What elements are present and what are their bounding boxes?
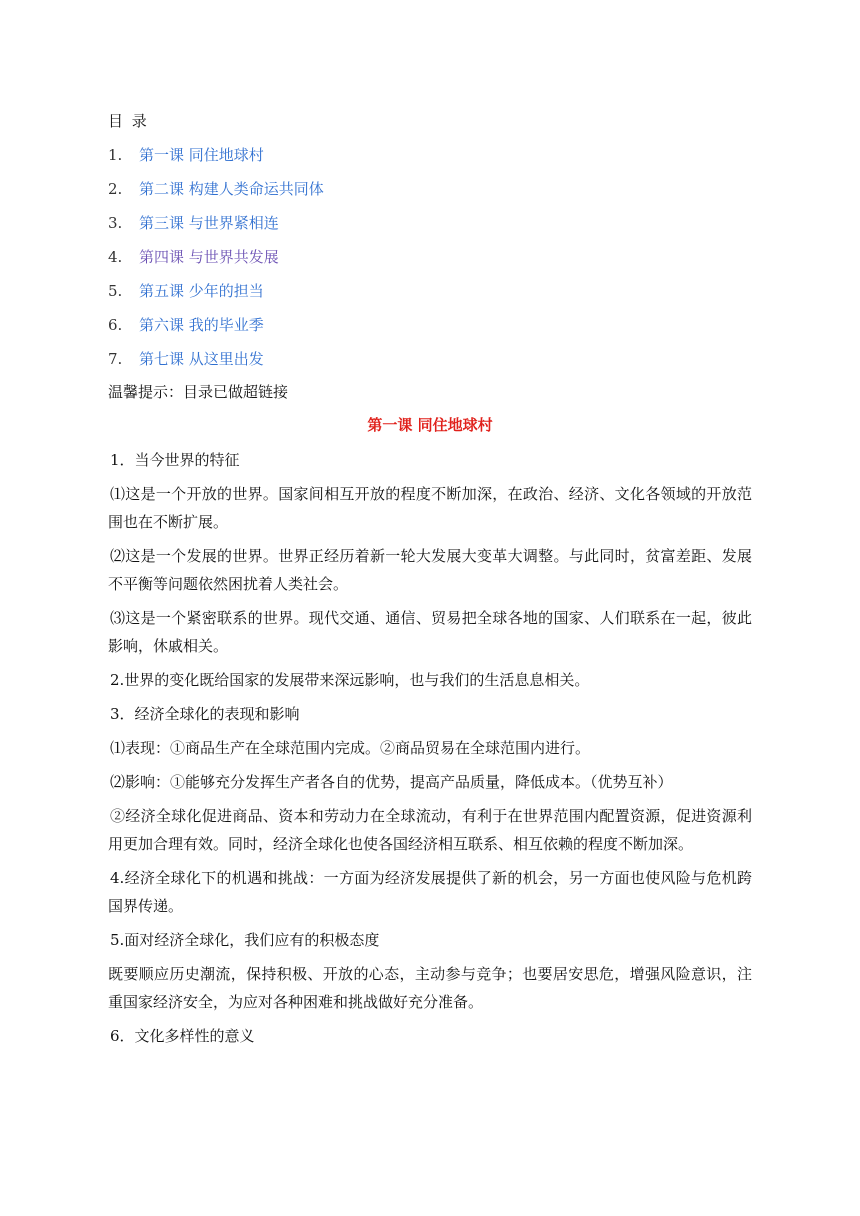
section-heading: 6．文化多样性的意义 (110, 1027, 255, 1045)
section-heading: 1．当今世界的特征 (110, 451, 240, 469)
toc-item-1 (108, 144, 324, 178)
toc-item-3 (108, 212, 324, 246)
toc-link-lesson-3[interactable]: 第三课 与世界紧相连 (139, 214, 279, 232)
toc-link-lesson-2[interactable]: 第二课 构建人类命运共同体 (139, 180, 324, 198)
toc-number: 5. (108, 282, 123, 300)
toc-heading: 目 录 (108, 112, 147, 130)
paragraph: ⑵影响：①能够充分发挥生产者各自的优势，提高产品质量，降低成本。（优势互补） (110, 773, 673, 791)
toc-item-6 (108, 314, 324, 348)
paragraph: ⑴这是一个开放的世界。国家间相互开放的程度不断加深，在政治、经济、文化各领域的开放范围也在不断扩展。 (108, 485, 752, 531)
toc-number: 2. (108, 180, 123, 198)
toc-number: 1. (108, 146, 123, 164)
toc-link-lesson-6[interactable]: 第六课 我的毕业季 (139, 316, 264, 334)
toc-number: 4. (108, 248, 123, 266)
toc-number: 7. (108, 350, 123, 368)
paragraph: 4.经济全球化下的机遇和挑战：一方面为经济发展提供了新的机会，另一方面也使风险与危机跨国界传递。 (108, 869, 752, 915)
paragraph: 既要顺应历史潮流，保持积极、开放的心态，主动参与竞争；也要居安思危，增强风险意识，注重国家经济安全，为应对各种困难和挑战做好充分准备。 (108, 965, 752, 1011)
toc-item-5 (108, 280, 324, 314)
toc-link-lesson-5[interactable]: 第五课 少年的担当 (139, 282, 264, 300)
lesson-title: 第一课 同住地球村 (367, 416, 493, 434)
toc-item-7 (108, 348, 324, 382)
hyperlink-tip: 温馨提示：目录已做超链接 (108, 383, 289, 401)
toc-list (108, 144, 324, 382)
section-heading: 3．经济全球化的表现和影响 (110, 705, 300, 723)
paragraph: 2.世界的变化既给国家的发展带来深远影响，也与我们的生活息息相关。 (110, 671, 590, 689)
paragraph: ②经济全球化促进商品、资本和劳动力在全球流动，有利于在世界范围内配置资源，促进资源利用更加合理有效。同时，经济全球化也使各国经济相互联系、相互依赖的程度不断加深。 (108, 807, 752, 853)
toc-number: 3. (108, 214, 123, 232)
lesson-content (108, 446, 752, 1056)
toc-link-lesson-1[interactable]: 第一课 同住地球村 (139, 146, 264, 164)
toc-link-lesson-4[interactable]: 第四课 与世界共发展 (139, 248, 279, 266)
section-heading: 5.面对经济全球化，我们应有的积极态度 (110, 931, 380, 949)
paragraph: ⑶这是一个紧密联系的世界。现代交通、通信、贸易把全球各地的国家、人们联系在一起，彼此影响，休戚相关。 (108, 609, 752, 655)
toc-item-2 (108, 178, 324, 212)
paragraph: ⑵这是一个发展的世界。世界正经历着新一轮大发展大变革大调整。与此同时，贫富差距、发展不平衡等问题依然困扰着人类社会。 (108, 547, 752, 593)
toc-link-lesson-7[interactable]: 第七课 从这里出发 (139, 350, 264, 368)
paragraph: ⑴表现：①商品生产在全球范围内完成。②商品贸易在全球范围内进行。 (110, 739, 591, 757)
toc-item-4 (108, 246, 324, 280)
toc-number: 6. (108, 316, 123, 334)
